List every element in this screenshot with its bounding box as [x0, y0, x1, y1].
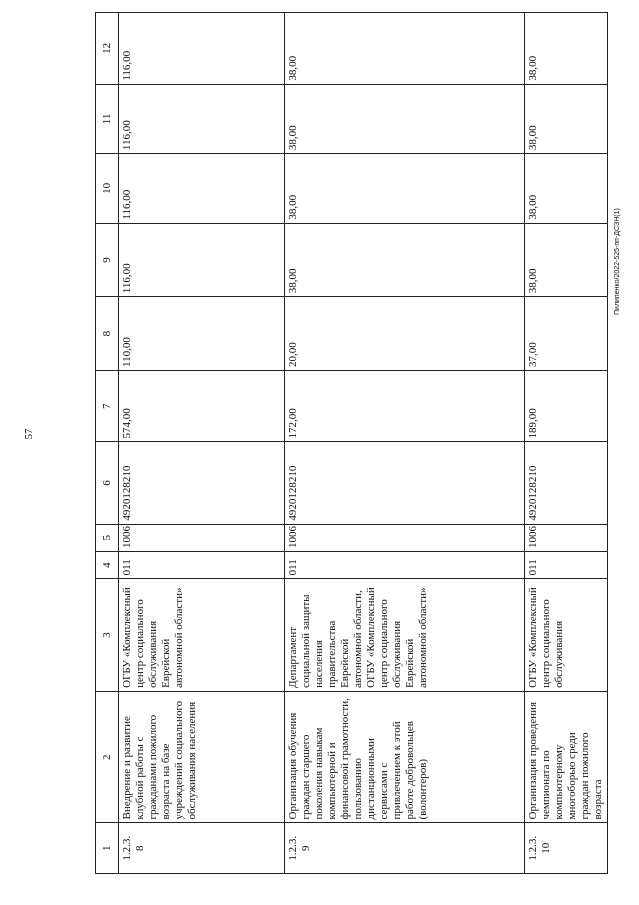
- year-2-amount: 116,00: [119, 223, 285, 297]
- measure-executor: ОГБУ «Комплексный центр социального обслуживания: [525, 579, 608, 692]
- table-row: [119, 13, 285, 874]
- header-row: [96, 13, 119, 874]
- header-col-9: 9: [96, 223, 119, 297]
- year-3-amount: 38,00: [285, 154, 525, 223]
- header-col-7: 7: [96, 370, 119, 442]
- measure-name: Организация проведения чемпионата по компьютерному многоборью среди граждан пожилого возраста: [525, 691, 608, 823]
- year-1-amount: 20,00: [285, 297, 525, 371]
- table-area: [95, 12, 604, 874]
- measure-executor: ОГБУ «Комплексный центр социального обслуживания Еврейской автономной области»: [119, 579, 285, 692]
- header-col-10: 10: [96, 154, 119, 223]
- year-2-amount: 38,00: [285, 223, 525, 297]
- header-col-3: 3: [96, 579, 119, 692]
- header-col-2: 2: [96, 691, 119, 823]
- header-col-11: 11: [96, 84, 119, 153]
- document-id-note: Пилипенко/2022-525-пп-ДСЗН(1): [614, 208, 621, 315]
- year-3-amount: 116,00: [119, 154, 285, 223]
- total-amount: 189,00: [525, 370, 608, 442]
- grbs-code: 011: [285, 551, 525, 578]
- year-3-amount: 38,00: [525, 154, 608, 223]
- measure-code: 1.2.3. 9: [285, 823, 525, 874]
- target-article-code: 4920128210: [525, 442, 608, 524]
- program-measures-table: [95, 12, 608, 874]
- target-article-code: 4920128210: [119, 442, 285, 524]
- year-4-amount: 116,00: [119, 84, 285, 153]
- grbs-code: 011: [525, 551, 608, 578]
- section-code: 1006: [119, 524, 285, 551]
- year-4-amount: 38,00: [525, 84, 608, 153]
- measure-name: Внедрение и развитие клубной работы с гражданами пожилого возраста на базе учреждений социального обслуживания населения: [119, 691, 285, 823]
- total-amount: 172,00: [285, 370, 525, 442]
- year-2-amount: 38,00: [525, 223, 608, 297]
- header-col-1: 1: [96, 823, 119, 874]
- year-5-amount: 116,00: [119, 13, 285, 85]
- header-col-5: 5: [96, 524, 119, 551]
- header-col-8: 8: [96, 297, 119, 371]
- page-number: 57: [23, 428, 35, 440]
- header-col-12: 12: [96, 13, 119, 85]
- year-5-amount: 38,00: [285, 13, 525, 85]
- measure-executor: Департамент социальной защиты населения правительства Еврейской автономной области, ОГБУ «Комплексный центр социального обслуживания Еврейской автономной области»: [285, 579, 525, 692]
- year-1-amount: 110,00: [119, 297, 285, 371]
- table-row: [285, 13, 525, 874]
- measure-code: 1.2.3. 10: [525, 823, 608, 874]
- year-5-amount: 38,00: [525, 13, 608, 85]
- section-code: 1006: [525, 524, 608, 551]
- section-code: 1006: [285, 524, 525, 551]
- year-4-amount: 38,00: [285, 84, 525, 153]
- measure-code: 1.2.3. 8: [119, 823, 285, 874]
- table-row: [525, 13, 608, 874]
- grbs-code: 011: [119, 551, 285, 578]
- total-amount: 574,00: [119, 370, 285, 442]
- header-col-6: 6: [96, 442, 119, 524]
- measure-name: Организация обучения граждан старшего поколения навыкам компьютерной и финансовой грамотности, пользованию дистанционными сервисами с привлечением к этой работе добровольцев (волонтеров): [285, 691, 525, 823]
- header-col-4: 4: [96, 551, 119, 578]
- target-article-code: 4920128210: [285, 442, 525, 524]
- year-1-amount: 37,00: [525, 297, 608, 371]
